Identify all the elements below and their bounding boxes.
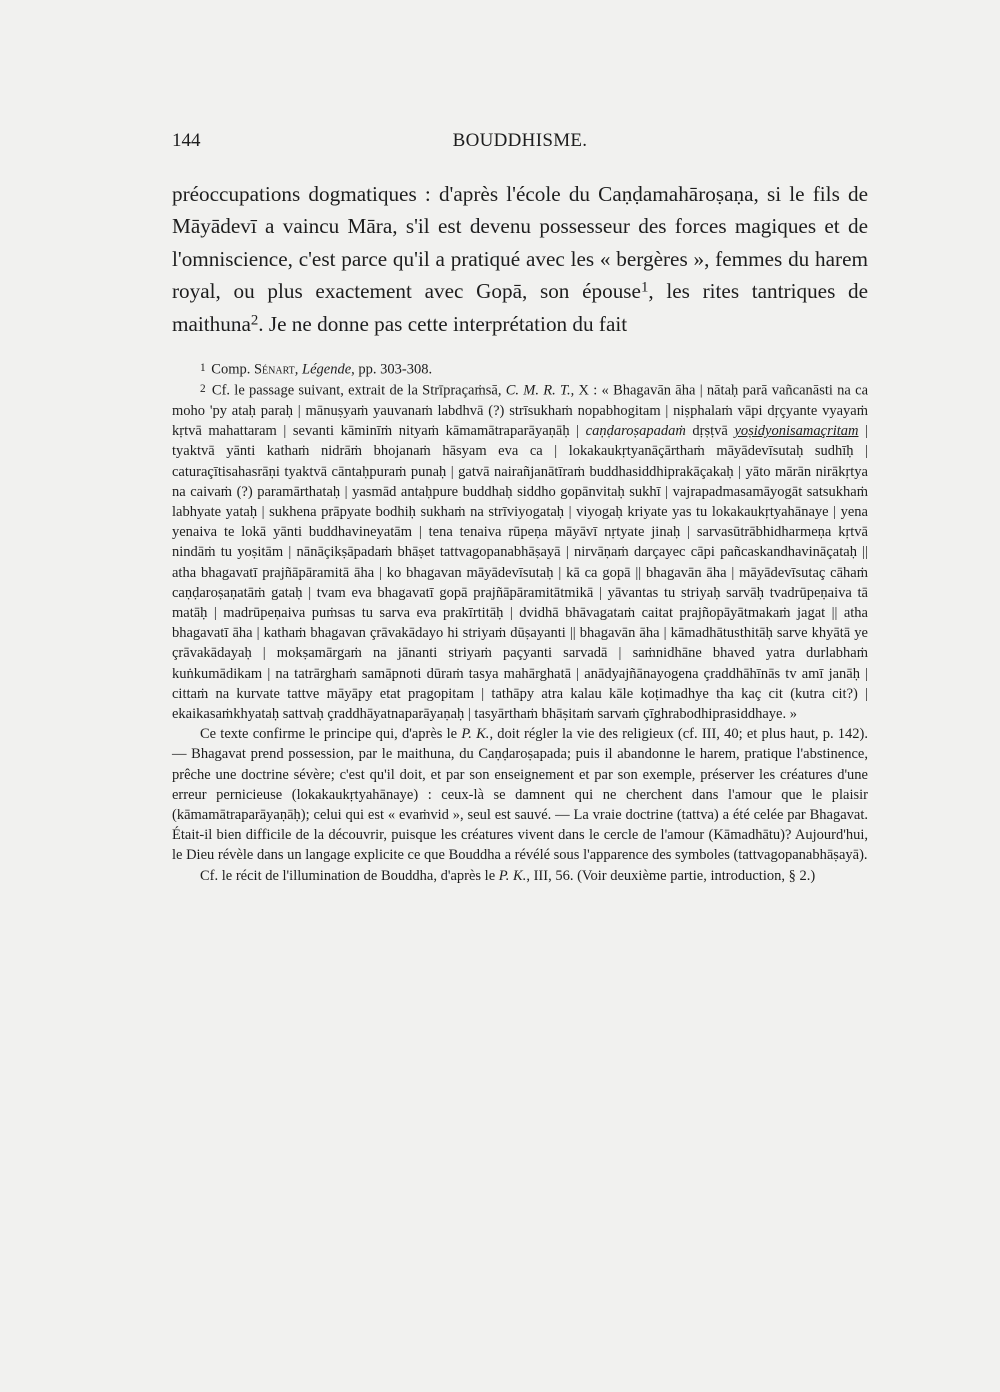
footnote-2-source-r: R.	[543, 382, 556, 399]
footnote-1-text: Comp.	[211, 361, 254, 378]
footnote-mark-1[interactable]: 1	[640, 279, 649, 296]
page-number: 144	[172, 130, 201, 151]
footnote-1	[172, 358, 868, 379]
footnote-2	[172, 379, 868, 724]
footnote-2-passage-underlined: yoṣidyonisamaçritam	[734, 423, 859, 440]
paragraph-3-pk: P. K.	[498, 867, 527, 884]
paragraph-2-a: Ce texte confirme le principe qui, d'après le	[200, 726, 462, 743]
running-title: BOUDDHISME.	[452, 130, 588, 151]
footnote-2-number: 2	[200, 383, 206, 396]
footnote-1-title: Légende	[302, 361, 352, 378]
paragraph-3-a: Cf. le récit de l'illumination de Bouddha, d'après le	[200, 867, 499, 884]
main-text	[172, 178, 868, 340]
footnote-1-pages: , pp. 303-308.	[351, 361, 433, 378]
page-header	[172, 130, 868, 156]
footnote-1-comma: ,	[294, 361, 303, 378]
paragraph-2-b: , doit régler la vie des religieux (cf. III, 40; et plus haut, p. 142). — Bhagavat prend possession, par le maithuna, du Caṇḍaroṣapada; puis il abandonne le harem, pratique l'abstinence, prêche une doctrine sévère; c'est qu'il doit, et par son enseignement et par son exemple, préserver les créatures d'une erreur pernicieuse (lokakaukṛtyahānaye) : ceux-là se damnent qui ne cherchent dans l'amour que le plaisir (kāmamātraparāyaṇāḥ); celui qui est « evaṁvid », seul est sauvé. — La vraie doctrine (tattva) a été celée par Bhagavat. Était-il bien difficile de la découvrir, puisque les créatures vivent dans le cercle de l'amour (Kāmadhātu)? Aujourd'hui, le Dieu révèle dans un langage explicite ce que Bouddha a révélé sous l'apparence des symboles (tattvagopanabhāṣayā).	[172, 726, 868, 864]
footnote-paragraph-3	[172, 866, 868, 886]
footnote-1-number: 1	[200, 362, 206, 374]
footnote-paragraph-2	[172, 724, 868, 865]
footnote-2-passage-a: , X : « Bhagavān āha | nātaḥ parā vañcanāsti na ca moho 'py ataḥ paraḥ | mānuṣyaṁ yauvanaṁ labdhvā (?) strīsukhaṁ nopabhogitam | niṣphalaṁ vāpi dṛçyante vyayaṁ kṛtvā mahattaram | sevanti kāminīṁ nityaṁ kāmamātraparāyaṇāḥ |	[172, 382, 869, 440]
footnote-2-source-m: M.	[523, 382, 539, 399]
main-text-part1: préoccupations dogmatiques : d'après l'école du Caṇḍamahāroṣaṇa, si le fils de Māyādevī a vaincu Māra, s'il est devenu possesseur des forces magiques et de l'omniscience, c'est parce qu'il a pratiqué avec les « bergères », femmes du harem royal, ou plus exactement avec Gopā, son épouse	[172, 182, 868, 304]
footnote-2-source-t: T.	[560, 382, 571, 399]
footnote-2-source-c: C.	[505, 382, 520, 399]
paragraph-3-b: , III, 56. (Voir deuxième partie, introduction, § 2.)	[526, 867, 816, 884]
footnote-2-intro: Cf. le passage suivant, extrait de la Strīpraçaṁsā,	[211, 382, 506, 399]
footnote-mark-2[interactable]: 2	[250, 311, 259, 328]
main-text-part3: . Je ne donne pas cette interprétation du fait	[258, 311, 628, 336]
paragraph-2-pk: P. K.	[461, 726, 490, 743]
footnote-2-passage-c: | tyaktvā yānti kathaṁ nidrāṁ bhojanaṁ hāsyam eva ca | lokakaukṛtyanāçārthaṁ māyādevīsutaḥ sudhīḥ | caturaçītisahasrāṇi tyaktvā cāntaḥpuraṁ punaḥ | gatvā nairañjanātīraṁ buddhasiddhiprakāçakaḥ | yāto mārān nirākṛtya na caivaṁ (?) paramārthataḥ | yasmād antaḥpure buddhaḥ siddho gopānvitaḥ sukhī | vajrapadmasamāyogāt satsukhaṁ labhyate yataḥ | sukhena prāpyate bodhiḥ sukhaṁ na strīviyogataḥ | viyogaḥ kriyate yas tu lokakaukṛtyahānaye | yena yenaiva te lokā yānti buddhavineyatām | tena tenaiva rūpeṇa māyāvī nṛtyate jinaḥ | sarvasūtrābhidharmeṇa kṛtvā nindāṁ tu yoṣitām | nānāçikṣāpadaṁ bhāṣet tattvagopanabhāṣayā | nirvāṇaṁ darçayec cāpi pañcaskandhavināçataḥ || atha bhagavatī prajñāpāramitā āha | ko bhagavan māyādevīsutaḥ | kā ca gopā || bhagavān āha | māyādevīsutaç cāhaṁ caṇḍaroṣaṇatāṁ gataḥ | tvam eva bhagavatī gopā prajñāpāramitātmikā | yāvantas tu striyaḥ sarvāḥ tvadrūpeṇaiva tā matāḥ | madrūpeṇaiva puṁsas tu sarva eva prakīrtitāḥ | dvidhā bhāvagataṁ caitat prajñopāyātmakaṁ jagat || atha bhagavatī āha | kathaṁ bhagavan çrāvakādayo hi striyaṁ dūṣayanti || bhagavān āha | kāmadhātusthitāḥ sarve khyātā ye çrāvakādayaḥ | mokṣamārgaṁ na jānanti striyaṁ paçyanti sarvadā | saṁnidhāne bhaved yatra durlabhaṁ kuṅkumādikam | na tatrārghaṁ samāpnoti dūraṁ tasya mahārghatā | anādyajñānayogena çraddhāhīnās tv amī janāḥ | cittaṁ na kurvate tattve māyāpy etat pragopitam | tathāpy atra kalau kāle koṭimadhye tha kaç cit (kutra cit?) | ekaikasaṁkhyataḥ sattvaḥ çraddhāyatnaparāyaṇaḥ | tasyārthaṁ bhāṣitaṁ sarvaṁ çīghrabodhiprasiddhaye. »	[172, 423, 868, 722]
footnotes	[172, 358, 868, 886]
footnote-2-passage-italic: caṇḍaroṣapadaṁ	[585, 423, 686, 440]
main-text-part2: , les rites tantriques de maithuna	[172, 279, 869, 336]
footnote-2-passage-b: dṛṣṭvā	[685, 423, 735, 440]
footnote-1-author: Sénart	[253, 361, 295, 378]
